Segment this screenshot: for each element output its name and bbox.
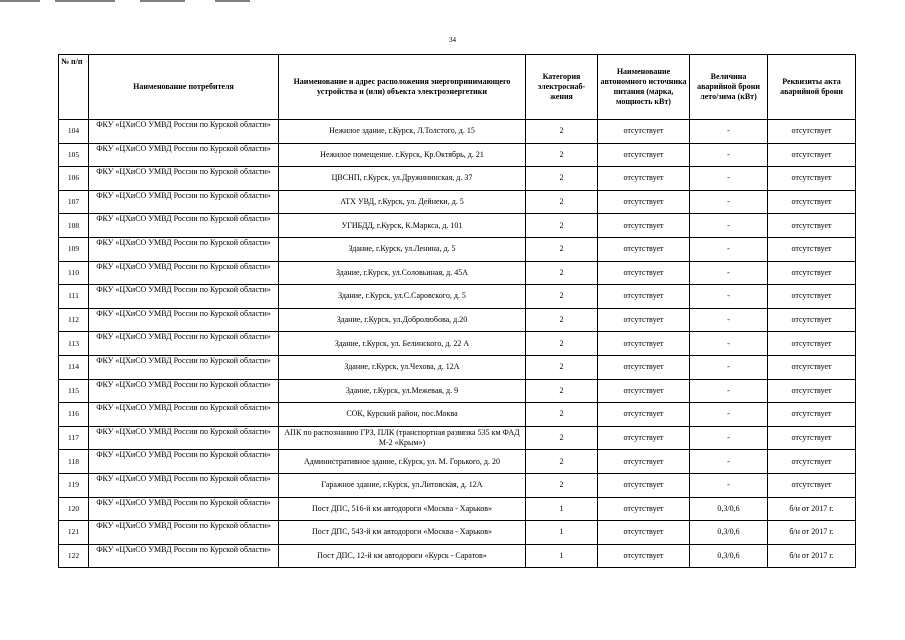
table-row <box>59 355 856 379</box>
row-number: 105 <box>59 143 89 167</box>
consumer-name: ФКУ «ЦХиСО УМВД России по Курской области» <box>89 167 279 191</box>
table-row <box>59 403 856 427</box>
consumer-name: ФКУ «ЦХиСО УМВД России по Курской области» <box>89 450 279 474</box>
row-number: 121 <box>59 521 89 545</box>
table-row <box>59 237 856 261</box>
power-source: отсутствует <box>598 426 690 450</box>
act-requisites: отсутствует <box>768 285 856 309</box>
consumer-name: ФКУ «ЦХиСО УМВД России по Курской области» <box>89 473 279 497</box>
power-source: отсутствует <box>598 403 690 427</box>
power-source: отсутствует <box>598 355 690 379</box>
supply-category: 2 <box>526 332 598 356</box>
reserve-value: - <box>690 379 768 403</box>
object-address: Административное здание, г.Курск, ул. М. Горького, д. 20 <box>279 450 526 474</box>
row-number: 104 <box>59 120 89 144</box>
act-requisites: отсутствует <box>768 473 856 497</box>
power-source: отсутствует <box>598 497 690 521</box>
table-row <box>59 450 856 474</box>
act-requisites: отсутствует <box>768 426 856 450</box>
object-address: Здание, г.Курск, ул.С.Саровского, д. 5 <box>279 285 526 309</box>
supply-category: 2 <box>526 355 598 379</box>
reserve-value: - <box>690 308 768 332</box>
object-address: Здание, г.Курск, ул.Межевая, д. 9 <box>279 379 526 403</box>
act-requisites: отсутствует <box>768 332 856 356</box>
act-requisites: б/н от 2017 г. <box>768 521 856 545</box>
object-address: Здание, г.Курск, ул.Соловьиная, д. 45А <box>279 261 526 285</box>
consumer-name: ФКУ «ЦХиСО УМВД России по Курской области» <box>89 190 279 214</box>
act-requisites: отсутствует <box>768 403 856 427</box>
reserve-value: - <box>690 143 768 167</box>
object-address: Нежилое помещение. г.Курск, Кр.Октябрь, д. 21 <box>279 143 526 167</box>
row-number: 119 <box>59 473 89 497</box>
supply-category: 2 <box>526 167 598 191</box>
act-requisites: отсутствует <box>768 355 856 379</box>
reserve-value: 0,3/0,6 <box>690 521 768 545</box>
row-number: 114 <box>59 355 89 379</box>
row-number: 111 <box>59 285 89 309</box>
act-requisites: отсутствует <box>768 261 856 285</box>
supply-category: 2 <box>526 261 598 285</box>
power-source: отсутствует <box>598 308 690 332</box>
object-address: Здание, г.Курск, ул.Добролюбова, д.20 <box>279 308 526 332</box>
header-consumer: Наименование потребителя <box>89 55 279 120</box>
row-number: 118 <box>59 450 89 474</box>
reserve-value: - <box>690 332 768 356</box>
table-row <box>59 332 856 356</box>
reserve-value: 0,3/0,6 <box>690 544 768 568</box>
consumer-name: ФКУ «ЦХиСО УМВД России по Курской области» <box>89 237 279 261</box>
table-row <box>59 497 856 521</box>
consumer-name: ФКУ «ЦХиСО УМВД России по Курской области» <box>89 285 279 309</box>
reserve-value: - <box>690 450 768 474</box>
act-requisites: отсутствует <box>768 214 856 238</box>
power-source: отсутствует <box>598 214 690 238</box>
supply-category: 2 <box>526 143 598 167</box>
act-requisites: отсутствует <box>768 143 856 167</box>
consumer-name: ФКУ «ЦХиСО УМВД России по Курской области» <box>89 403 279 427</box>
power-source: отсутствует <box>598 285 690 309</box>
object-address: Пост ДПС, 543-й км автодороги «Москва - Харьков» <box>279 521 526 545</box>
object-address: Здание, г.Курск, ул. Белинского, д. 22 А <box>279 332 526 356</box>
table-row <box>59 261 856 285</box>
power-source: отсутствует <box>598 167 690 191</box>
supply-category: 2 <box>526 214 598 238</box>
reserve-value: - <box>690 167 768 191</box>
act-requisites: б/н от 2017 г. <box>768 544 856 568</box>
table-row <box>59 214 856 238</box>
act-requisites: отсутствует <box>768 120 856 144</box>
row-number: 109 <box>59 237 89 261</box>
supply-category: 2 <box>526 426 598 450</box>
header-num: № п/п <box>59 55 89 120</box>
object-address: Здание, г.Курск, ул.Чехова, д. 12А <box>279 355 526 379</box>
reserve-value: - <box>690 237 768 261</box>
consumer-name: ФКУ «ЦХиСО УМВД России по Курской области» <box>89 521 279 545</box>
reserve-value: - <box>690 214 768 238</box>
object-address: Здание, г.Курск, ул.Ленина, д. 5 <box>279 237 526 261</box>
supply-category: 2 <box>526 379 598 403</box>
reserve-value: - <box>690 190 768 214</box>
consumer-name: ФКУ «ЦХиСО УМВД России по Курской области» <box>89 261 279 285</box>
supply-category: 2 <box>526 285 598 309</box>
row-number: 120 <box>59 497 89 521</box>
object-address: АПК по распознанию ГРЗ, ПЛК (транспортная развязка 535 км ФАД М-2 «Крым») <box>279 426 526 450</box>
power-source: отсутствует <box>598 379 690 403</box>
table-header-row <box>59 55 856 120</box>
consumer-name: ФКУ «ЦХиСО УМВД России по Курской области» <box>89 544 279 568</box>
row-number: 107 <box>59 190 89 214</box>
object-address: Пост ДПС, 516-й км автодороги «Москва - Харьков» <box>279 497 526 521</box>
table-row <box>59 143 856 167</box>
consumer-name: ФКУ «ЦХиСО УМВД России по Курской области» <box>89 143 279 167</box>
reserve-value: - <box>690 473 768 497</box>
object-address: УГИБДД, г.Курск, К.Маркса, д. 101 <box>279 214 526 238</box>
object-address: ЦВСНП, г.Курск, ул.Дружининская, д. 37 <box>279 167 526 191</box>
consumer-name: ФКУ «ЦХиСО УМВД России по Курской области» <box>89 355 279 379</box>
reserve-table <box>58 54 856 568</box>
row-number: 115 <box>59 379 89 403</box>
reserve-value: - <box>690 120 768 144</box>
reserve-value: - <box>690 426 768 450</box>
act-requisites: отсутствует <box>768 167 856 191</box>
supply-category: 2 <box>526 308 598 332</box>
table-row <box>59 190 856 214</box>
supply-category: 2 <box>526 473 598 497</box>
power-source: отсутствует <box>598 237 690 261</box>
power-source: отсутствует <box>598 473 690 497</box>
header-reserve: Величина аварийной брони лето/зима (кВт) <box>690 55 768 120</box>
reserve-value: - <box>690 285 768 309</box>
table-row <box>59 120 856 144</box>
page-number: 34 <box>449 36 456 44</box>
supply-category: 2 <box>526 403 598 427</box>
supply-category: 1 <box>526 544 598 568</box>
consumer-name: ФКУ «ЦХиСО УМВД России по Курской области» <box>89 426 279 450</box>
act-requisites: отсутствует <box>768 379 856 403</box>
table-row <box>59 308 856 332</box>
power-source: отсутствует <box>598 190 690 214</box>
row-number: 117 <box>59 426 89 450</box>
reserve-value: 0,3/0,6 <box>690 497 768 521</box>
supply-category: 2 <box>526 237 598 261</box>
header-object: Наименование и адрес расположения энергопринимающего устройства и (или) объекта электроэнергетики <box>279 55 526 120</box>
table-row <box>59 521 856 545</box>
row-number: 110 <box>59 261 89 285</box>
supply-category: 2 <box>526 120 598 144</box>
table-row <box>59 473 856 497</box>
consumer-name: ФКУ «ЦХиСО УМВД России по Курской области» <box>89 379 279 403</box>
act-requisites: отсутствует <box>768 308 856 332</box>
object-address: Пост ДПС, 12-й км автодороги «Курск - Саратов» <box>279 544 526 568</box>
supply-category: 2 <box>526 450 598 474</box>
table-row <box>59 426 856 450</box>
consumer-name: ФКУ «ЦХиСО УМВД России по Курской области» <box>89 120 279 144</box>
consumer-name: ФКУ «ЦХиСО УМВД России по Курской области» <box>89 308 279 332</box>
row-number: 108 <box>59 214 89 238</box>
power-source: отсутствует <box>598 544 690 568</box>
act-requisites: отсутствует <box>768 190 856 214</box>
reserve-value: - <box>690 261 768 285</box>
consumer-name: ФКУ «ЦХиСО УМВД России по Курской области» <box>89 497 279 521</box>
consumer-name: ФКУ «ЦХиСО УМВД России по Курской области» <box>89 214 279 238</box>
table-row <box>59 544 856 568</box>
power-source: отсутствует <box>598 261 690 285</box>
object-address: Гаражное здание, г.Курск, ул.Литовская, д. 12А <box>279 473 526 497</box>
row-number: 113 <box>59 332 89 356</box>
act-requisites: отсутствует <box>768 450 856 474</box>
table-row <box>59 285 856 309</box>
object-address: АТХ УВД, г.Курск, ул. Дейнеки, д. 5 <box>279 190 526 214</box>
row-number: 112 <box>59 308 89 332</box>
row-number: 106 <box>59 167 89 191</box>
reserve-value: - <box>690 403 768 427</box>
header-source: Наименование автономного источника питания (марка, мощность кВт) <box>598 55 690 120</box>
row-number: 122 <box>59 544 89 568</box>
object-address: Нежилое здание, г.Курск, Л.Толстого, д. 15 <box>279 120 526 144</box>
power-source: отсутствует <box>598 120 690 144</box>
act-requisites: отсутствует <box>768 237 856 261</box>
table-row <box>59 167 856 191</box>
row-number: 116 <box>59 403 89 427</box>
consumer-name: ФКУ «ЦХиСО УМВД России по Курской области» <box>89 332 279 356</box>
act-requisites: б/н от 2017 г. <box>768 497 856 521</box>
scan-top-marks <box>0 0 905 8</box>
power-source: отсутствует <box>598 143 690 167</box>
object-address: СОК, Курский район, пос.Моква <box>279 403 526 427</box>
header-requisites: Реквизиты акта аварийной брони <box>768 55 856 120</box>
header-category: Категория электроснаб-жения <box>526 55 598 120</box>
supply-category: 2 <box>526 190 598 214</box>
supply-category: 1 <box>526 521 598 545</box>
power-source: отсутствует <box>598 450 690 474</box>
power-source: отсутствует <box>598 521 690 545</box>
table-row <box>59 379 856 403</box>
reserve-value: - <box>690 355 768 379</box>
supply-category: 1 <box>526 497 598 521</box>
power-source: отсутствует <box>598 332 690 356</box>
